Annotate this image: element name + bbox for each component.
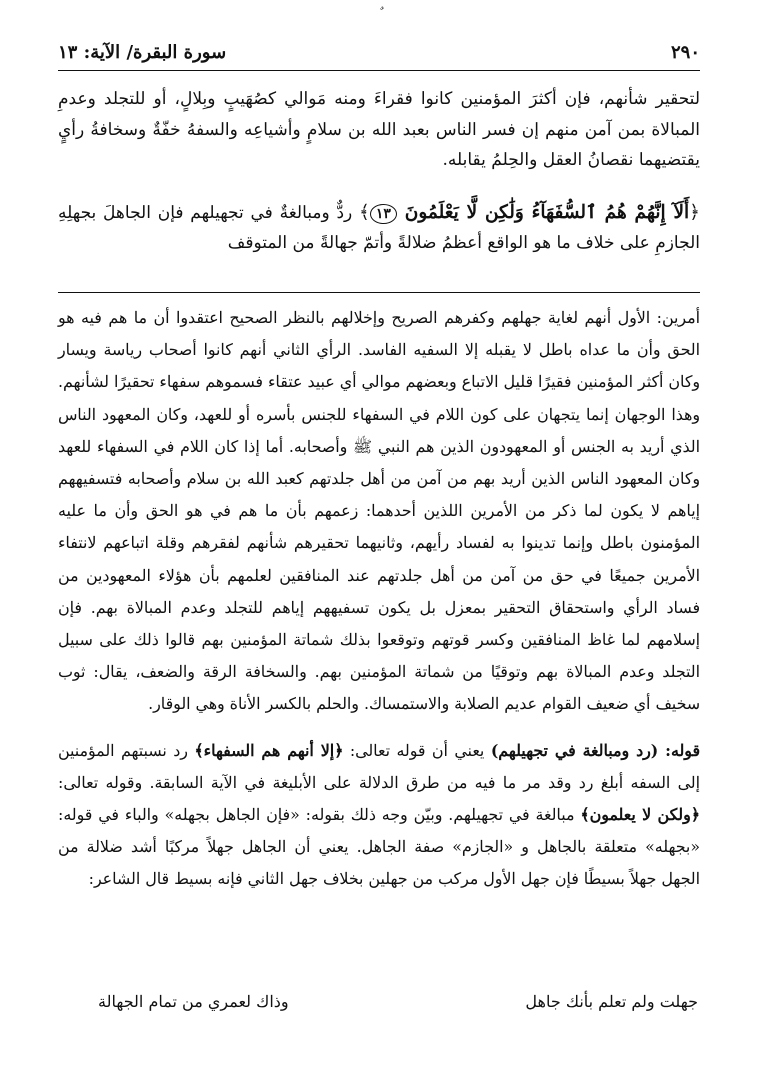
verse-commentary: ردٌّ ومبالغةٌ في تجهيلهم فإن الجاهلَ بجهلِهِ الجازمِ على خلاف ما هو الواقع أعظمُ ضلالةً وأتمّ جهالةً من المتوقف <box>58 202 700 253</box>
footnote-divider <box>58 292 700 293</box>
page-number: ٢٩٠ <box>670 42 700 63</box>
poem-hemistich-1: جهلت ولم تعلم بأنك جاهل <box>525 992 698 1011</box>
poem-verse <box>98 992 698 1022</box>
verse-open-bracket: ﴿ <box>689 201 700 223</box>
surah-reference: سورة البقرة/ الآية: ١٣ <box>58 42 227 63</box>
verse-paragraph <box>58 198 700 259</box>
page-header <box>58 40 700 71</box>
footnotes <box>58 302 700 896</box>
note-paragraph-2 <box>58 735 700 896</box>
quote-2: ﴿ولكن لا يعلمون﴾ <box>580 805 700 825</box>
verse-close-bracket: ﴾ <box>359 201 370 223</box>
verse-text: أَلَآ إِنَّهُمْ هُمُ ٱلسُّفَهَآءُ وَلَٰكِن لَّا يَعْلَمُونَ <box>404 201 690 223</box>
main-paragraph: لتحقير شأنهم، فإن أكثرَ المؤمنين كانوا فقراءَ ومنه مَوالي كصُهَيبٍ وبِلالٍ، أو للتجلد وعدمِ المبالاة بمن آمن منهم إن فسر الناس بعبد الله بن سلامٍ وأشياعِه والسفهُ خفّةٌ وسخافةُ رأيٍ يقتضيهما نقصانُ العقل والحِلمُ يقابله. <box>58 89 700 170</box>
poem-hemistich-2: وذاك لعمري من تمام الجهالة <box>98 992 289 1011</box>
quote-1: ﴿إلا أنهم هم السفهاء﴾ <box>194 740 344 760</box>
note-label: قوله: (رد ومبالغة في تجهيلهم) <box>490 740 700 760</box>
verse-number: ١٣ <box>370 204 397 224</box>
quran-verse <box>359 202 700 223</box>
note-paragraph: أمرين: الأول أنهم لغاية جهلهم وكفرهم الصريح وإخلالهم بالنظر الصحيح اعتقدوا أن ما هم فيه هو الحق وأن ما عداه باطل لا يقبله إلا السفيه الفاسد. الرأي الثاني أنهم كانوا أصحاب رياسة ويسار وكان أكثر المؤمنين فقيرًا قليل الاتباع وبعضهم موالي أي عبيد عتقاء فسموهم سفهاء تحقيرًا لشأنهم. وهذا الوجهان إنما يتجهان على كون اللام في السفهاء للجنس بأسره أو للعهد، وكان المعهود الناس الذي أريد به الجنس أو المعهودون الذين هم النبي ﷺ وأصحابه. أما إذا كان اللام في السفهاء للعهد وكان المعهود الناس الذين أريد بهم من آمن من أهل جلدتهم كعبد الله بن سلام وأصحابه فتسفيههم إياهم لا يكون لما ذكر من الأمرين اللذين أحدهما: زعمهم بأن ما هم في هو الحق وأن ما عليه المؤمنون باطل وإنما تدينوا به لفساد رأيهم، وثانيهما تحقيرهم شأنهم لفقرهم وقلة اتباعهم لانتفاء الأمرين جميعًا في حق من آمن من أهل جلدتهم عند المنافقين لعلمهم بأن هؤلاء المعهودين من فساد الرأي واستحقاق التحقير بمعزل بل يكون تسفيههم إياهم للتجلد وعدم المبالاة بهم. فإن إسلامهم لما غاظ المنافقين وكسر قوتهم وتوقعوا بذلك شماتة المؤمنين بهم قالوا ذلك على سبيل التجلد وعدم المبالاة بهم وتوقيًا من شماتة المؤمنين بهم. والسخافة الرقة والضعف، يقال: ثوب سخيف أي ضعيف القوام عديم الصلابة والاستمساك. والحلم بالكسر الأناة وهي الوقار. <box>58 308 700 714</box>
top-mark <box>0 6 758 20</box>
note-text-c: مبالغة في تجهيلهم. وبيّن وجه ذلك بقوله: «فإن الجاهل بجهله» والباء في قوله: «بجهله» متعلقة بالجاهل و «الجازم» صفة الجاهل. يعني أن الجاهل جهلاً مركبًا أشد ضلالة من الجهل جهلاً بسيطًا فإن جهل الأول مركب من جهلين بخلاف جهل الثاني فإنه بسيط قال الشاعر: <box>58 805 700 889</box>
note-text-a: يعني أن قوله تعالى: <box>343 740 491 760</box>
note-text-b: رد نسبتهم المؤمنين إلى السفه أبلغ رد وقد مر ما فيه من طرق الدلالة على الأبليغة في الآية السابقة. وقوله تعالى: <box>58 740 700 792</box>
main-text <box>58 84 700 259</box>
